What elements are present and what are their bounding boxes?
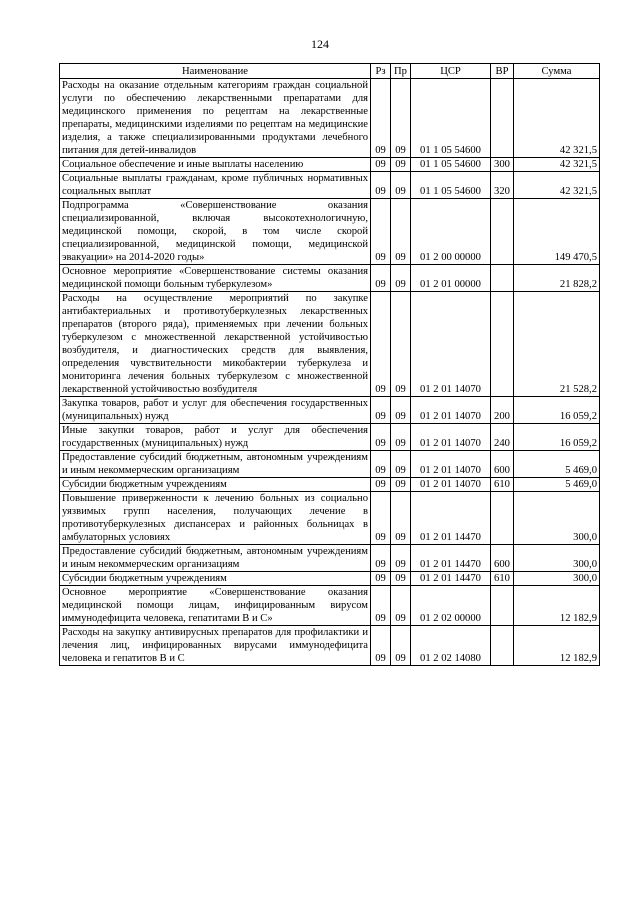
row-pr: 09 (391, 478, 411, 492)
table-row (60, 451, 600, 478)
row-pr: 09 (391, 451, 411, 478)
row-csr: 01 2 01 14470 (411, 572, 491, 586)
table-row (60, 172, 600, 199)
row-rz: 09 (371, 172, 391, 199)
table-row (60, 478, 600, 492)
row-name: Повышение приверженности к лечению больных из социально уязвимых групп населения, получающих лечение в противотуберкулезных диспансерах и районных больницах в амбулаторных условиях (60, 492, 371, 545)
row-rz: 09 (371, 586, 391, 626)
row-vr (491, 199, 514, 265)
row-rz: 09 (371, 424, 391, 451)
row-csr: 01 2 02 14080 (411, 626, 491, 666)
row-rz: 09 (371, 626, 391, 666)
row-csr: 01 1 05 54600 (411, 172, 491, 199)
row-pr: 09 (391, 545, 411, 572)
row-vr: 240 (491, 424, 514, 451)
table-row (60, 397, 600, 424)
row-rz: 09 (371, 265, 391, 292)
row-vr: 610 (491, 572, 514, 586)
row-csr: 01 2 01 14070 (411, 478, 491, 492)
row-pr: 09 (391, 397, 411, 424)
row-vr: 320 (491, 172, 514, 199)
row-rz: 09 (371, 158, 391, 172)
row-name: Подпрограмма «Совершенствование оказания специализированной, включая высокотехнологичную, медицинской помощи, скорой, в том числе скорой специализированной, медицинской помощи, медицинской эвакуации» на 2014-2020 годы» (60, 199, 371, 265)
row-rz: 09 (371, 572, 391, 586)
row-vr: 300 (491, 158, 514, 172)
row-name: Закупка товаров, работ и услуг для обеспечения государственных (муниципальных) нужд (60, 397, 371, 424)
row-sum: 5 469,0 (514, 451, 600, 478)
row-csr: 01 2 01 14070 (411, 397, 491, 424)
row-sum: 5 469,0 (514, 478, 600, 492)
table-row (60, 292, 600, 397)
row-sum: 21 528,2 (514, 292, 600, 397)
row-sum: 300,0 (514, 545, 600, 572)
row-pr: 09 (391, 79, 411, 158)
row-pr: 09 (391, 424, 411, 451)
table-row (60, 199, 600, 265)
row-vr (491, 626, 514, 666)
row-name: Субсидии бюджетным учреждениям (60, 478, 371, 492)
row-rz: 09 (371, 397, 391, 424)
row-csr: 01 2 01 14070 (411, 424, 491, 451)
row-pr: 09 (391, 626, 411, 666)
row-csr: 01 2 01 14470 (411, 545, 491, 572)
row-rz: 09 (371, 478, 391, 492)
row-vr: 600 (491, 545, 514, 572)
row-name: Социальные выплаты гражданам, кроме публичных нормативных социальных выплат (60, 172, 371, 199)
row-rz: 09 (371, 451, 391, 478)
header-sum: Сумма (514, 64, 600, 79)
row-name: Предоставление субсидий бюджетным, автономным учреждениям и иным некоммерческим организациям (60, 451, 371, 478)
row-sum: 42 321,5 (514, 79, 600, 158)
row-sum: 42 321,5 (514, 172, 600, 199)
row-sum: 21 828,2 (514, 265, 600, 292)
row-name: Расходы на закупку антивирусных препаратов для профилактики и лечения лиц, инфицированных вирусами иммунодефицита человека и гепатитов В и С (60, 626, 371, 666)
table-row (60, 586, 600, 626)
row-vr (491, 586, 514, 626)
row-name: Иные закупки товаров, работ и услуг для обеспечения государственных (муниципальных) нужд (60, 424, 371, 451)
row-pr: 09 (391, 265, 411, 292)
row-name: Расходы на оказание отдельным категориям граждан социальной услуги по обеспечению лекарственными препаратами для медицинского применения по рецептам на лекарственные препараты, медицинскими изделиями по рецептам на медицинские изделия, а также специализированными продуктами лечебного питания для детей-инвалидов (60, 79, 371, 158)
header-name: Наименование (60, 64, 371, 79)
row-name: Расходы на осуществление мероприятий по закупке антибактериальных и противотуберкулезных лекарственных препаратов (второго ряда), применяемых при лечении больных туберкулезом с множественной лекарственной устойчивостью возбудителя, и диагностических средств для выявления, определения чувствительности микобактерии туберкулеза и мониторинга лечения больных туберкулезом с множественной лекарственной устойчивостью возбудителя (60, 292, 371, 397)
row-csr: 01 2 01 14070 (411, 451, 491, 478)
row-name: Предоставление субсидий бюджетным, автономным учреждениям и иным некоммерческим организациям (60, 545, 371, 572)
row-pr: 09 (391, 292, 411, 397)
row-name: Социальное обеспечение и иные выплаты населению (60, 158, 371, 172)
table-row (60, 79, 600, 158)
table-row (60, 545, 600, 572)
table-row (60, 158, 600, 172)
row-csr: 01 2 01 14470 (411, 492, 491, 545)
row-pr: 09 (391, 199, 411, 265)
row-sum: 300,0 (514, 572, 600, 586)
table-header-row (60, 64, 600, 79)
table-row (60, 626, 600, 666)
row-vr (491, 79, 514, 158)
row-csr: 01 2 01 00000 (411, 265, 491, 292)
row-pr: 09 (391, 492, 411, 545)
row-name: Основное мероприятие «Совершенствование системы оказания медицинской помощи больным туберкулезом» (60, 265, 371, 292)
table-row (60, 572, 600, 586)
row-name: Субсидии бюджетным учреждениям (60, 572, 371, 586)
row-sum: 16 059,2 (514, 424, 600, 451)
row-vr (491, 492, 514, 545)
table-row (60, 424, 600, 451)
row-vr (491, 265, 514, 292)
budget-table (59, 63, 600, 666)
row-pr: 09 (391, 158, 411, 172)
row-vr: 200 (491, 397, 514, 424)
row-name: Основное мероприятие «Совершенствование оказания медицинской помощи лицам, инфицированным вирусом иммунодефицита человека, гепатитами В и С» (60, 586, 371, 626)
table-body (60, 79, 600, 666)
row-vr: 610 (491, 478, 514, 492)
row-sum: 42 321,5 (514, 158, 600, 172)
row-pr: 09 (391, 586, 411, 626)
row-rz: 09 (371, 79, 391, 158)
header-pr: Пр (391, 64, 411, 79)
row-rz: 09 (371, 199, 391, 265)
row-sum: 300,0 (514, 492, 600, 545)
row-rz: 09 (371, 292, 391, 397)
table-row (60, 492, 600, 545)
header-rz: Рз (371, 64, 391, 79)
row-sum: 12 182,9 (514, 626, 600, 666)
row-pr: 09 (391, 172, 411, 199)
row-csr: 01 1 05 54600 (411, 158, 491, 172)
row-sum: 149 470,5 (514, 199, 600, 265)
page-number: 124 (311, 37, 329, 51)
table-row (60, 265, 600, 292)
header-vr: ВР (491, 64, 514, 79)
row-rz: 09 (371, 492, 391, 545)
row-csr: 01 2 02 00000 (411, 586, 491, 626)
header-csr: ЦСР (411, 64, 491, 79)
row-vr (491, 292, 514, 397)
row-rz: 09 (371, 545, 391, 572)
row-csr: 01 1 05 54600 (411, 79, 491, 158)
row-csr: 01 2 01 14070 (411, 292, 491, 397)
row-sum: 16 059,2 (514, 397, 600, 424)
row-pr: 09 (391, 572, 411, 586)
row-sum: 12 182,9 (514, 586, 600, 626)
row-csr: 01 2 00 00000 (411, 199, 491, 265)
row-vr: 600 (491, 451, 514, 478)
